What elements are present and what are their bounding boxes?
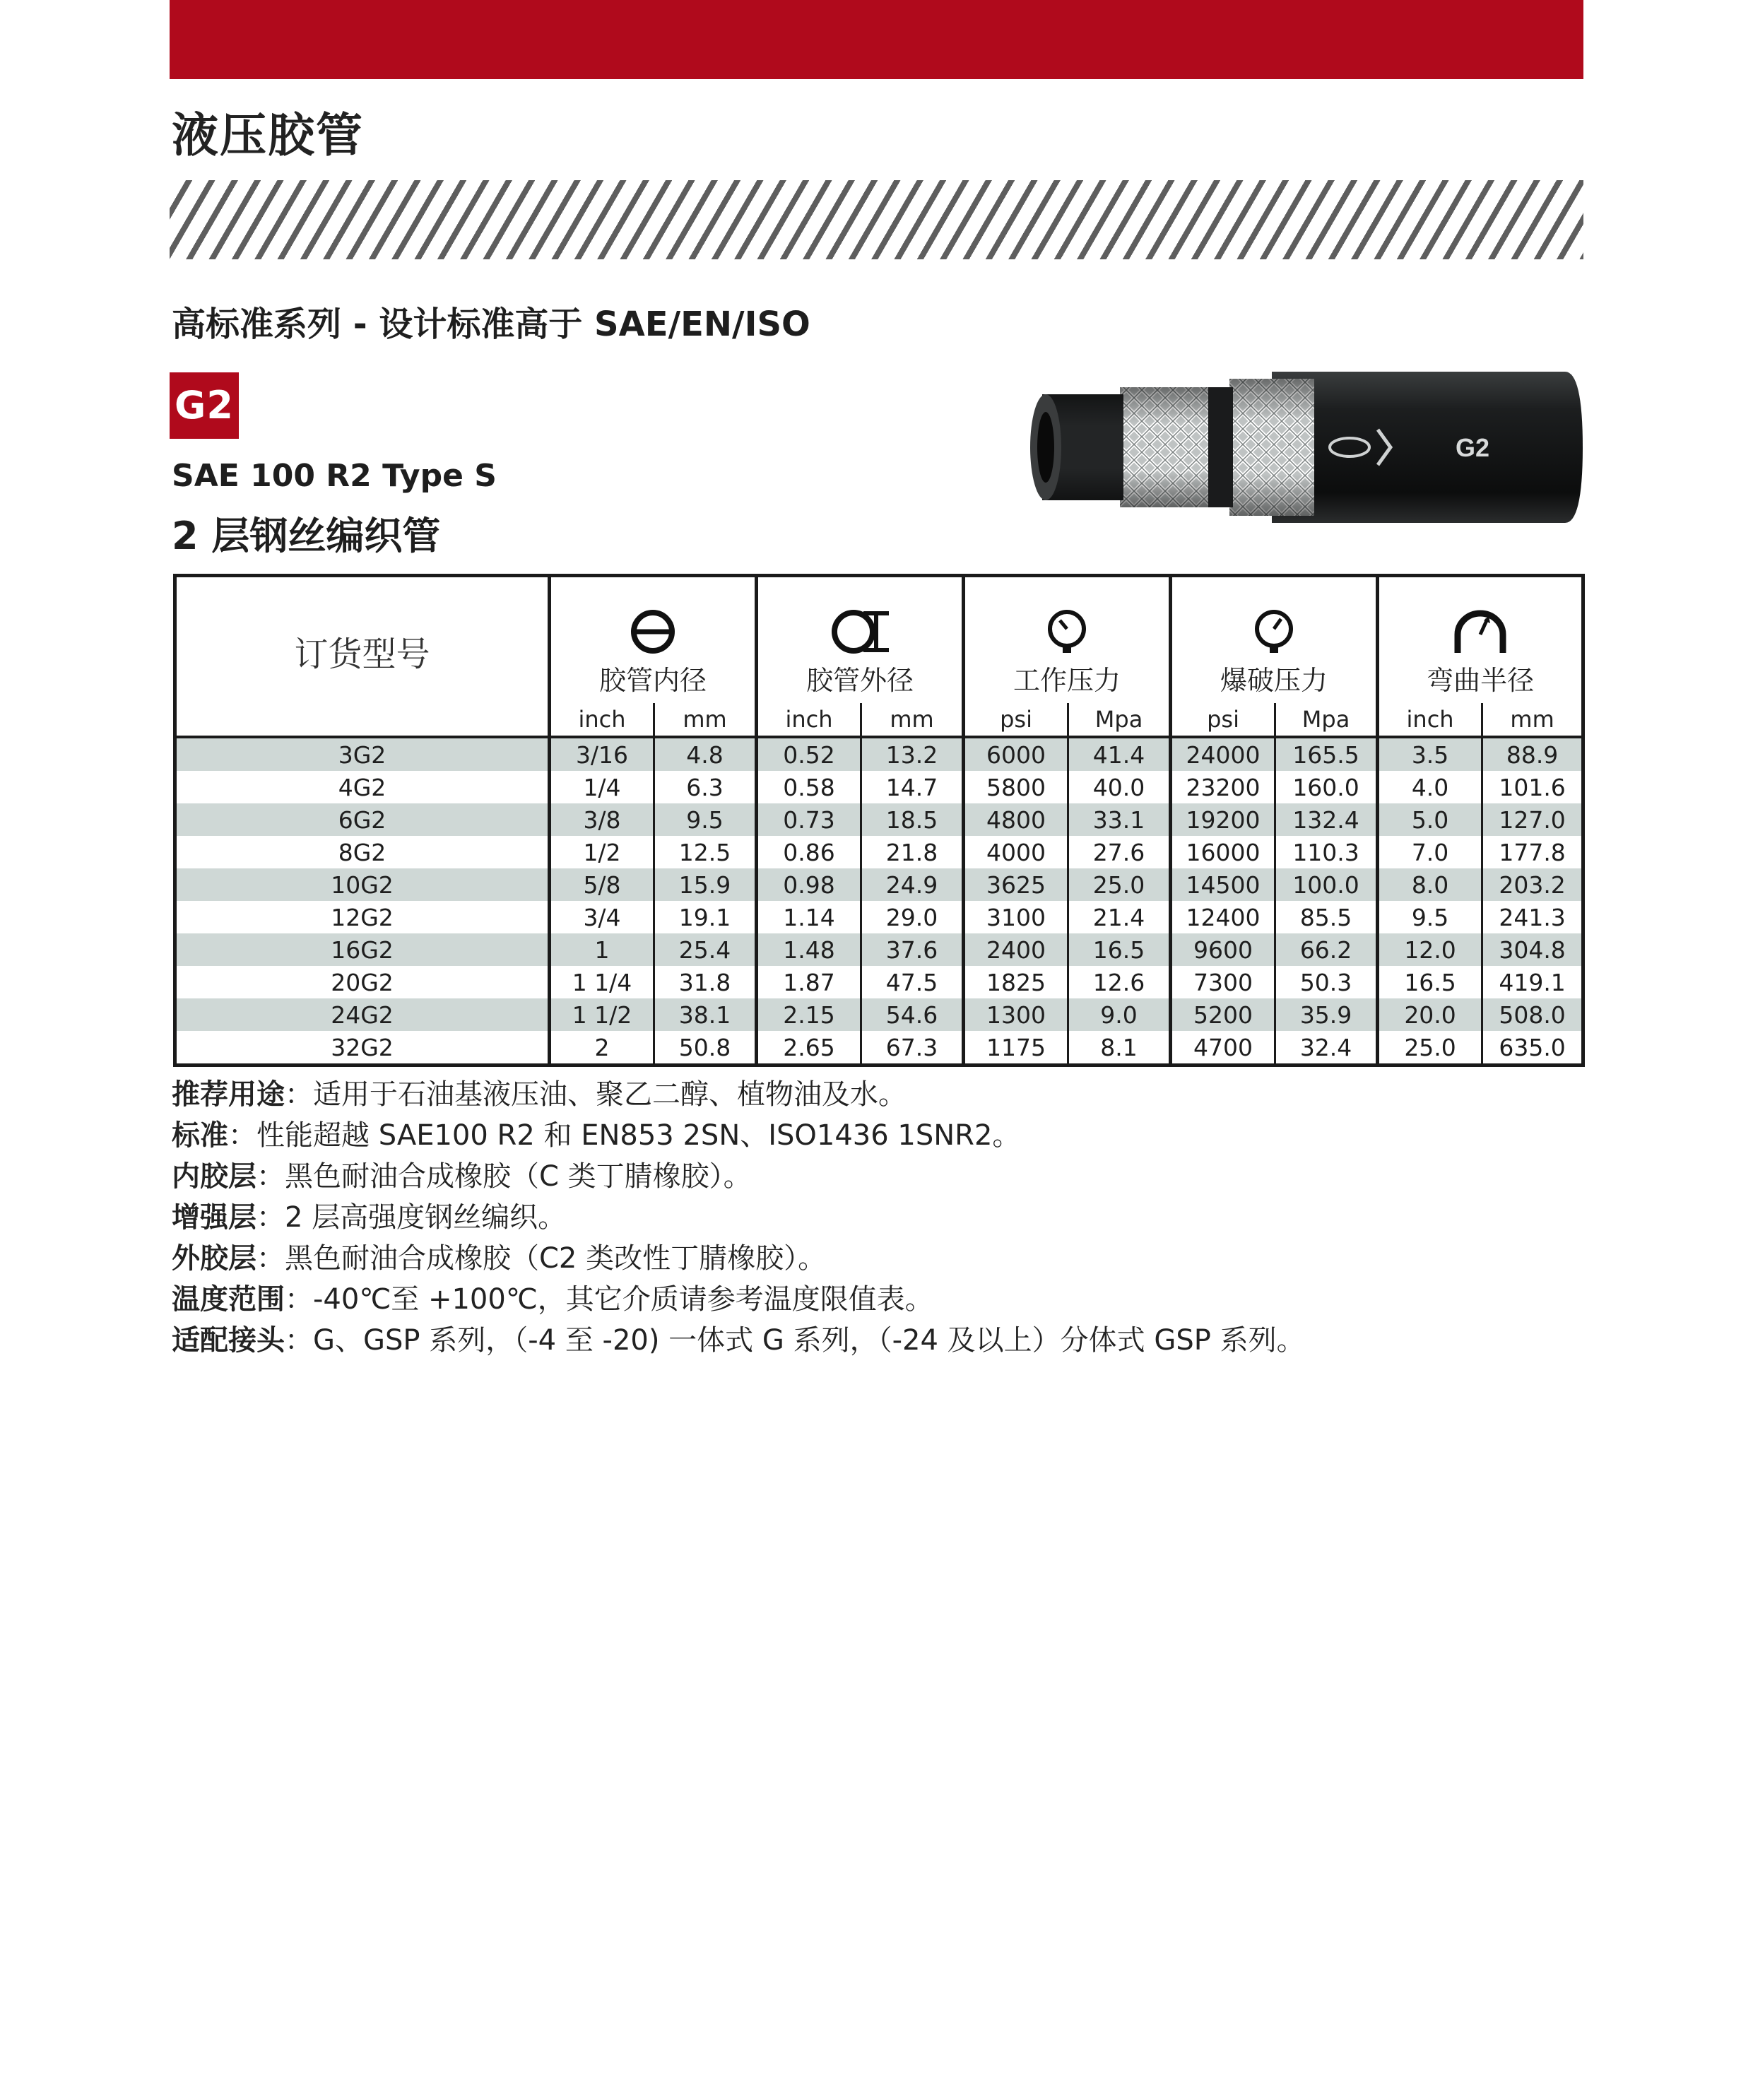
value-cell: 241.3 — [1482, 901, 1583, 933]
group-header-outer-diameter — [757, 576, 964, 704]
value-cell: 1.87 — [757, 966, 861, 998]
value-cell: 3/16 — [550, 737, 654, 771]
note-text: ：适用于石油基液压油、聚乙二醇、植物油及水。 — [285, 1078, 907, 1111]
value-cell: 1.14 — [757, 901, 861, 933]
table-row — [175, 933, 1583, 966]
value-cell: 54.6 — [861, 998, 964, 1031]
value-cell: 7.0 — [1378, 836, 1482, 868]
value-cell: 160.0 — [1275, 771, 1378, 803]
value-cell: 33.1 — [1068, 803, 1171, 836]
value-cell: 12400 — [1171, 901, 1275, 933]
value-cell: 9.5 — [1378, 901, 1482, 933]
value-cell: 0.98 — [757, 868, 861, 901]
hose-illustration — [1017, 359, 1590, 536]
value-cell: 40.0 — [1068, 771, 1171, 803]
value-cell: 67.3 — [861, 1031, 964, 1066]
hose-description: 2 层钢丝编织管 — [172, 514, 441, 558]
model-cell: 24G2 — [175, 998, 550, 1031]
value-cell: 18.5 — [861, 803, 964, 836]
value-cell: 20.0 — [1378, 998, 1482, 1031]
value-cell: 13.2 — [861, 737, 964, 771]
value-cell: 47.5 — [861, 966, 964, 998]
table-row — [175, 966, 1583, 998]
value-cell: 203.2 — [1482, 868, 1583, 901]
value-cell: 100.0 — [1275, 868, 1378, 901]
table-row — [175, 868, 1583, 901]
note-line — [172, 1115, 1578, 1156]
top-brand-bar — [170, 0, 1583, 79]
hose-cross-section-icon — [628, 609, 678, 654]
value-cell: 9.5 — [654, 803, 757, 836]
group-label: 胶管内径 — [599, 665, 707, 696]
unit-label: Mpa — [1275, 703, 1378, 737]
note-line — [172, 1156, 1578, 1197]
note-key: 适配接头 — [172, 1324, 285, 1357]
table-row — [175, 771, 1583, 803]
unit-label: mm — [861, 703, 964, 737]
value-cell: 127.0 — [1482, 803, 1583, 836]
value-cell: 4800 — [964, 803, 1068, 836]
table-body — [175, 737, 1583, 1066]
group-label: 胶管外径 — [806, 665, 914, 696]
value-cell: 19.1 — [654, 901, 757, 933]
value-cell: 0.86 — [757, 836, 861, 868]
value-cell: 31.8 — [654, 966, 757, 998]
value-cell: 25.4 — [654, 933, 757, 966]
note-text: ：黑色耐油合成橡胶（C 类丁腈橡胶）。 — [256, 1160, 752, 1193]
value-cell: 4000 — [964, 836, 1068, 868]
group-header-burst-pressure — [1171, 576, 1378, 704]
value-cell: 419.1 — [1482, 966, 1583, 998]
value-cell: 1 1/2 — [550, 998, 654, 1031]
value-cell: 9600 — [1171, 933, 1275, 966]
note-key: 温度范围 — [172, 1283, 285, 1316]
note-key: 内胶层 — [172, 1160, 256, 1193]
model-cell: 6G2 — [175, 803, 550, 836]
hose-print-label: G2 — [1456, 433, 1490, 462]
value-cell: 3/8 — [550, 803, 654, 836]
value-cell: 1/4 — [550, 771, 654, 803]
value-cell: 0.58 — [757, 771, 861, 803]
value-cell: 41.4 — [1068, 737, 1171, 771]
unit-label: inch — [757, 703, 861, 737]
value-cell: 132.4 — [1275, 803, 1378, 836]
note-key: 推荐用途 — [172, 1078, 285, 1111]
series-subtitle: 高标准系列 - 设计标准高于 SAE/EN/ISO — [172, 305, 810, 344]
spec-table — [173, 574, 1585, 1067]
value-cell: 12.6 — [1068, 966, 1171, 998]
value-cell: 5.0 — [1378, 803, 1482, 836]
value-cell: 1300 — [964, 998, 1068, 1031]
unit-label: inch — [550, 703, 654, 737]
value-cell: 16000 — [1171, 836, 1275, 868]
value-cell: 5/8 — [550, 868, 654, 901]
value-cell: 12.5 — [654, 836, 757, 868]
note-text: ：-40℃至 +100℃，其它介质请参考温度限值表。 — [285, 1283, 933, 1316]
value-cell: 25.0 — [1378, 1031, 1482, 1066]
value-cell: 14.7 — [861, 771, 964, 803]
hose-outer-diameter-icon — [828, 609, 892, 654]
value-cell: 304.8 — [1482, 933, 1583, 966]
model-cell: 4G2 — [175, 771, 550, 803]
model-header: 订货型号 — [294, 634, 430, 674]
unit-label: Mpa — [1068, 703, 1171, 737]
group-label: 工作压力 — [1013, 665, 1121, 696]
value-cell: 50.8 — [654, 1031, 757, 1066]
model-cell: 8G2 — [175, 836, 550, 868]
value-cell: 3625 — [964, 868, 1068, 901]
group-header-inner-diameter — [550, 576, 757, 704]
unit-label: psi — [1171, 703, 1275, 737]
note-key: 标准 — [172, 1119, 228, 1152]
value-cell: 3/4 — [550, 901, 654, 933]
value-cell: 1 1/4 — [550, 966, 654, 998]
unit-label: inch — [1378, 703, 1482, 737]
value-cell: 21.8 — [861, 836, 964, 868]
value-cell: 8.1 — [1068, 1031, 1171, 1066]
value-cell: 1/2 — [550, 836, 654, 868]
model-cell: 32G2 — [175, 1031, 550, 1066]
group-label: 爆破压力 — [1220, 665, 1328, 696]
value-cell: 29.0 — [861, 901, 964, 933]
value-cell: 6000 — [964, 737, 1068, 771]
value-cell: 14500 — [1171, 868, 1275, 901]
value-cell: 50.3 — [1275, 966, 1378, 998]
value-cell: 66.2 — [1275, 933, 1378, 966]
value-cell: 21.4 — [1068, 901, 1171, 933]
group-header-working-pressure — [964, 576, 1171, 704]
value-cell: 177.8 — [1482, 836, 1583, 868]
value-cell: 635.0 — [1482, 1031, 1583, 1066]
unit-label: psi — [964, 703, 1068, 737]
value-cell: 37.6 — [861, 933, 964, 966]
model-cell: 20G2 — [175, 966, 550, 998]
value-cell: 0.73 — [757, 803, 861, 836]
value-cell: 2.15 — [757, 998, 861, 1031]
spec-name: SAE 100 R2 Type S — [172, 458, 497, 494]
table-row — [175, 737, 1583, 771]
value-cell: 5200 — [1171, 998, 1275, 1031]
value-cell: 4.0 — [1378, 771, 1482, 803]
table-row — [175, 998, 1583, 1031]
value-cell: 2400 — [964, 933, 1068, 966]
table-row — [175, 836, 1583, 868]
value-cell: 1.48 — [757, 933, 861, 966]
value-cell: 165.5 — [1275, 737, 1378, 771]
note-line — [172, 1279, 1578, 1320]
model-cell: 10G2 — [175, 868, 550, 901]
value-cell: 85.5 — [1275, 901, 1378, 933]
pressure-gauge-icon — [1044, 609, 1090, 654]
value-cell: 15.9 — [654, 868, 757, 901]
group-header-bend-radius — [1378, 576, 1583, 704]
value-cell: 35.9 — [1275, 998, 1378, 1031]
value-cell: 38.1 — [654, 998, 757, 1031]
notes-section — [172, 1074, 1578, 1361]
table-row — [175, 901, 1583, 933]
value-cell: 5800 — [964, 771, 1068, 803]
value-cell: 1175 — [964, 1031, 1068, 1066]
note-line — [172, 1074, 1578, 1115]
value-cell: 3100 — [964, 901, 1068, 933]
table-row — [175, 1031, 1583, 1066]
note-text: ：2 层高强度钢丝编织。 — [256, 1201, 567, 1234]
value-cell: 0.52 — [757, 737, 861, 771]
value-cell: 24.9 — [861, 868, 964, 901]
note-line — [172, 1238, 1578, 1279]
diagonal-stripe-divider — [170, 180, 1583, 259]
value-cell: 6.3 — [654, 771, 757, 803]
value-cell: 4.8 — [654, 737, 757, 771]
note-line — [172, 1197, 1578, 1238]
burst-gauge-icon — [1251, 609, 1297, 654]
value-cell: 24000 — [1171, 737, 1275, 771]
unit-label: mm — [1482, 703, 1583, 737]
value-cell: 8.0 — [1378, 868, 1482, 901]
value-cell: 4700 — [1171, 1031, 1275, 1066]
note-text: ：黑色耐油合成橡胶（C2 类改性丁腈橡胶）。 — [256, 1242, 827, 1275]
note-text: ：性能超越 SAE100 R2 和 EN853 2SN、ISO1436 1SNR2。 — [228, 1119, 1021, 1152]
model-cell: 3G2 — [175, 737, 550, 771]
value-cell: 101.6 — [1482, 771, 1583, 803]
table-row — [175, 803, 1583, 836]
value-cell: 27.6 — [1068, 836, 1171, 868]
value-cell: 23200 — [1171, 771, 1275, 803]
note-key: 增强层 — [172, 1201, 256, 1234]
bend-radius-icon — [1451, 609, 1510, 654]
value-cell: 110.3 — [1275, 836, 1378, 868]
value-cell: 2.65 — [757, 1031, 861, 1066]
value-cell: 32.4 — [1275, 1031, 1378, 1066]
value-cell: 16.5 — [1068, 933, 1171, 966]
value-cell: 508.0 — [1482, 998, 1583, 1031]
note-text: ：G、GSP 系列，（-4 至 -20) 一体式 G 系列，（-24 及以上）分体式 GSP 系列。 — [285, 1324, 1305, 1357]
value-cell: 9.0 — [1068, 998, 1171, 1031]
value-cell: 12.0 — [1378, 933, 1482, 966]
note-key: 外胶层 — [172, 1242, 256, 1275]
value-cell: 7300 — [1171, 966, 1275, 998]
unit-label: mm — [654, 703, 757, 737]
model-cell: 16G2 — [175, 933, 550, 966]
value-cell: 1825 — [964, 966, 1068, 998]
value-cell: 88.9 — [1482, 737, 1583, 771]
value-cell: 19200 — [1171, 803, 1275, 836]
unit-cell-empty — [175, 703, 550, 737]
value-cell: 1 — [550, 933, 654, 966]
value-cell: 2 — [550, 1031, 654, 1066]
product-badge: G2 — [170, 372, 239, 439]
value-cell: 25.0 — [1068, 868, 1171, 901]
group-label: 弯曲半径 — [1427, 665, 1535, 696]
model-cell: 12G2 — [175, 901, 550, 933]
value-cell: 3.5 — [1378, 737, 1482, 771]
note-line — [172, 1320, 1578, 1361]
value-cell: 16.5 — [1378, 966, 1482, 998]
section-title: 液压胶管 — [172, 108, 364, 163]
